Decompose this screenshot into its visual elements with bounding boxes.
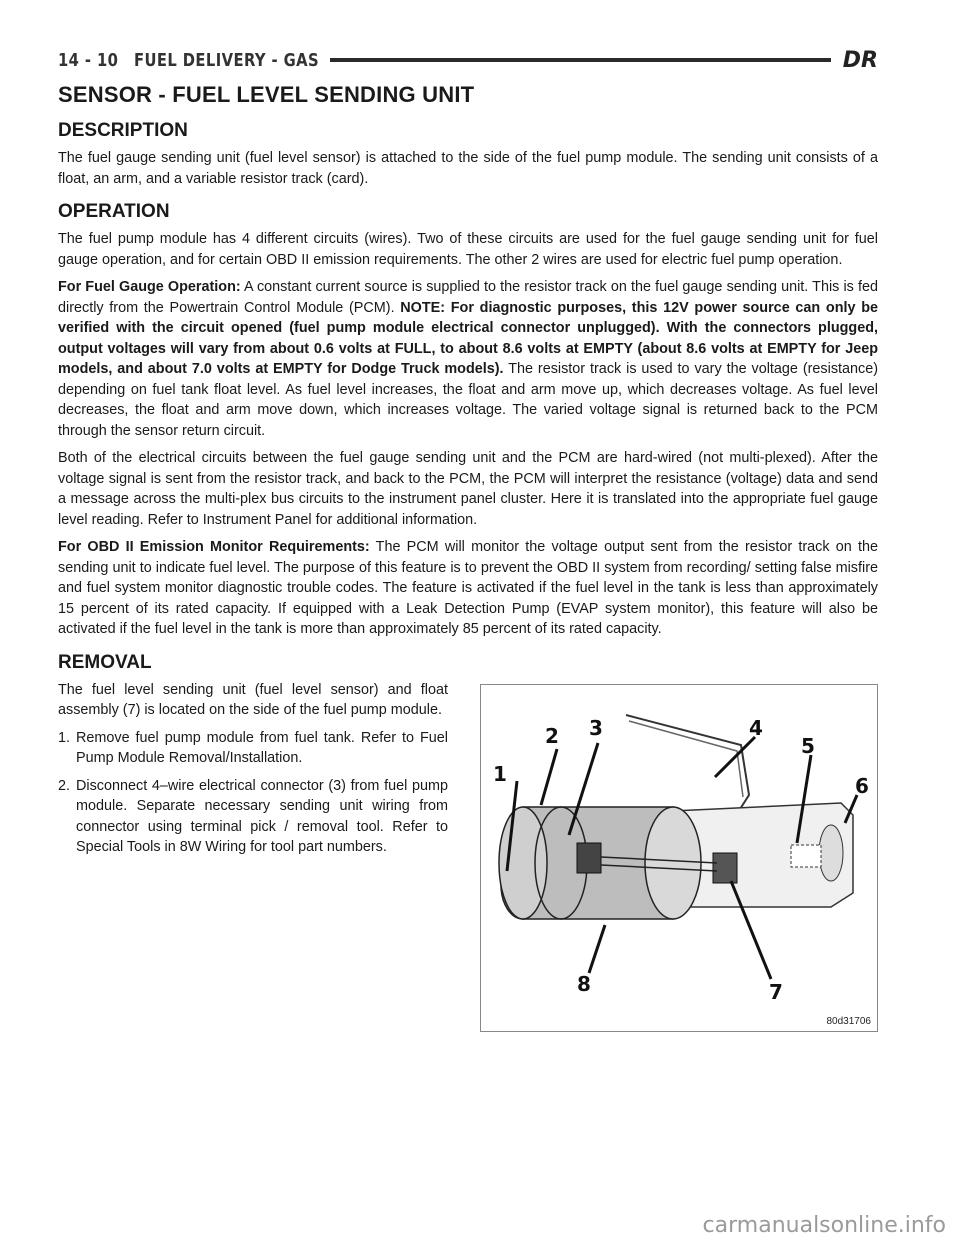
step-number: 1. xyxy=(58,729,71,746)
section-title: FUEL DELIVERY - GAS xyxy=(134,49,320,71)
sending-card xyxy=(791,845,821,867)
fuel-gauge-text-b: The resistor track is used to vary the voltage (resistance) depending on fuel tank float level. As fuel level increases, the float and arm move up, which decreases voltage. As fuel level decreases, the float and arm move down, which increases voltage. The varied voltage signal is returned back to the PCM through the sensor return circuit. xyxy=(58,361,879,439)
page-content xyxy=(58,82,879,1027)
step-text: Disconnect 4–wire electrical connector (3) from fuel pump module. Separate necessary sending unit wiring from connector using terminal pick / removal tool. Refer to Special Tools in 8W Wiring for tool part numbers. xyxy=(76,777,448,855)
removal-intro: The fuel level sending unit (fuel level sensor) and float assembly (7) is located on the side of the fuel pump module. xyxy=(58,681,448,718)
callout-5: 5 xyxy=(801,733,815,758)
operation-paragraph-2 xyxy=(58,277,878,441)
obd-text: The PCM will monitor the voltage output sent from the resistor track on the sending unit to indicate fuel level. The purpose of this feature is to prevent the OBD II system from recording/ setting false misfire and fuel system monitor diagnostic trouble codes. The feature is activated if the fuel level in the tank is less than approximately 15 percent of its rated capacity. If equipped with a Leak Detection Pump (EVAP system monitor), this feature will also be activated if the fuel level in the tank is more than approximately 85 percent of its rated capacity. xyxy=(58,539,878,637)
pump-cap xyxy=(645,807,701,919)
callout-4: 4 xyxy=(749,715,763,740)
step-number: 2. xyxy=(58,777,71,794)
removal-step-1 xyxy=(58,728,448,769)
arrow-2 xyxy=(541,749,557,805)
arrow-8 xyxy=(589,925,605,973)
section-code: 14 - 10 xyxy=(58,49,119,71)
fuel-pump-module-figure xyxy=(480,684,878,1032)
callout-8: 8 xyxy=(577,971,591,996)
level-sensor-connector xyxy=(713,853,737,883)
callout-3: 3 xyxy=(589,715,603,740)
pump-flange xyxy=(499,807,547,919)
callout-1: 1 xyxy=(493,761,507,786)
removal-section xyxy=(58,651,878,1027)
step-text: Remove fuel pump module from fuel tank. Refer to Fuel Pump Module Removal/Installation. xyxy=(76,729,448,766)
removal-text-column xyxy=(58,680,448,858)
removal-heading: REMOVAL xyxy=(58,651,152,673)
operation-paragraph-3: Both of the electrical circuits between the fuel gauge sending unit and the PCM are hard-wired (not multi-plexed). After the voltage signal is sent from the resistor track, and back to the PCM, the PCM will interpret the resistance (voltage) data and send a message across the multi-plex bus circuits to the instrument panel cluster. Here it is translated into the appropriate fuel gauge level reading. Refer to Instrument Panel for additional information. xyxy=(58,450,878,528)
page-title: SENSOR - FUEL LEVEL SENDING UNIT xyxy=(58,82,475,107)
operation-heading: OPERATION xyxy=(58,201,170,222)
operation-paragraph-1: The fuel pump module has 4 different circuits (wires). Two of these circuits are used for the fuel gauge sending unit for fuel gauge operation, and for certain OBD II emission requirements. The other 2 wires are used for electric fuel pump operation. xyxy=(58,231,878,268)
fuel-pump-module-illustration xyxy=(481,685,877,1031)
float xyxy=(819,825,843,881)
callout-6: 6 xyxy=(855,773,869,798)
connector-wire xyxy=(626,715,749,820)
description-text: The fuel gauge sending unit (fuel level sensor) is attached to the side of the fuel pump module. The sending unit consists of a float, an arm, and a variable resistor track (card). xyxy=(58,150,878,187)
diagnostic-note: NOTE: For diagnostic purposes, this 12V power source can only be verified with the circuit opened (fuel pump module electrical connector unplugged). With the connectors plugged, output voltages will vary from about 0.6 volts at FULL, to about 8.6 volts at EMPTY (about 8.6 volts at EMPTY for Jeep models, and about 7.0 volts at EMPTY for Dodge Truck models). xyxy=(58,299,878,377)
figure-code: 80d31706 xyxy=(826,1015,871,1027)
callout-7: 7 xyxy=(769,979,783,1004)
header-rule xyxy=(330,58,831,62)
watermark: carmanualsonline.info xyxy=(702,1213,946,1238)
model-code: DR xyxy=(842,47,878,73)
electrical-connector xyxy=(577,843,601,873)
description-heading: DESCRIPTION xyxy=(58,120,188,141)
fuel-gauge-label: For Fuel Gauge Operation: xyxy=(58,279,241,295)
page-header xyxy=(58,44,878,76)
fuel-gauge-text-a: A constant current source is supplied to the resistor track on the fuel gauge sending unit. This is fed directly from the Powertrain Control Module (PCM). xyxy=(58,279,879,316)
operation-paragraph-4 xyxy=(58,537,878,640)
obd-label: For OBD II Emission Monitor Requirements: xyxy=(58,539,370,555)
connector-wire-inner xyxy=(629,721,743,797)
removal-step-2 xyxy=(58,776,448,858)
callout-2: 2 xyxy=(545,723,559,748)
